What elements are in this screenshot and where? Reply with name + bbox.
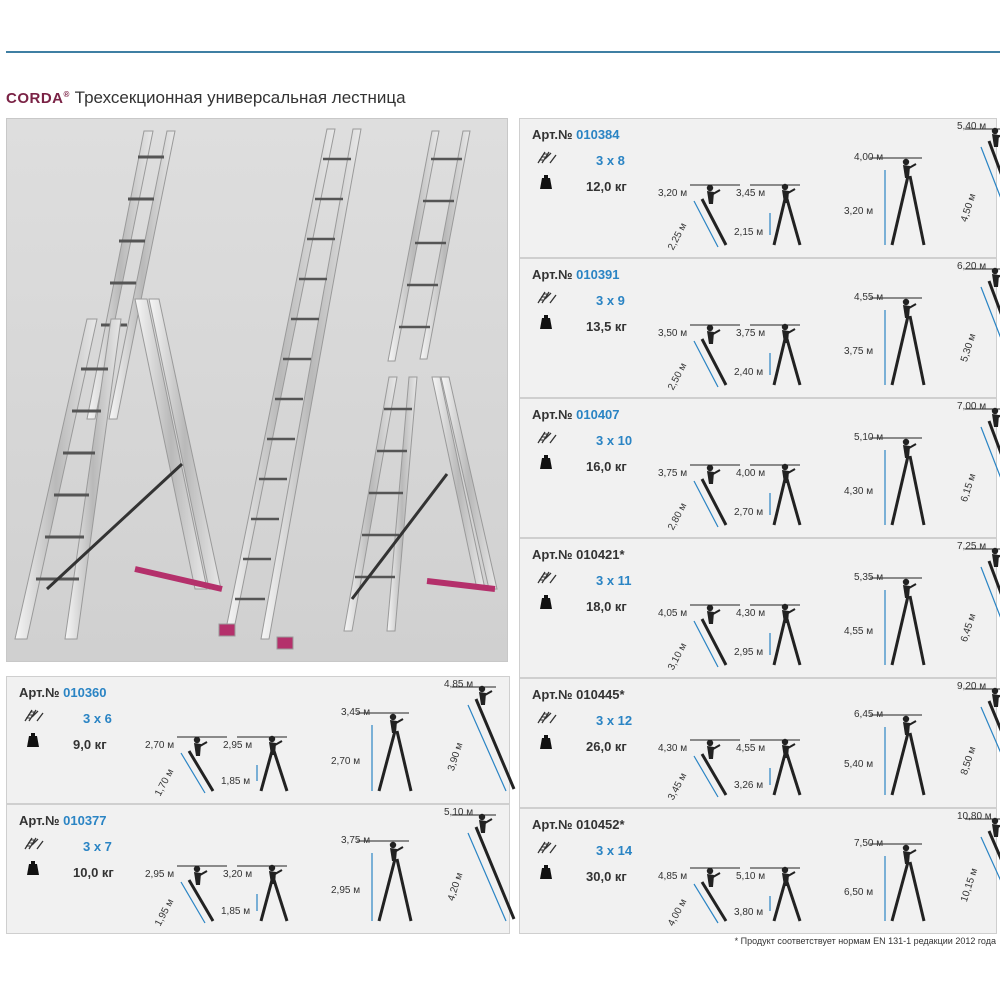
length-label: 1,95 м <box>153 897 177 929</box>
height-label: 9,20 м <box>957 681 987 692</box>
height-label: 4,30 м <box>658 743 688 754</box>
height-label: 4,00 м <box>854 152 884 163</box>
sections-count: 3 x 7 <box>83 839 112 854</box>
usage-diagram-3 <box>830 679 910 809</box>
article-number: Арт.№ 010360 <box>19 685 107 700</box>
length-label: 3,75 м <box>844 346 874 357</box>
length-label: 5,40 м <box>844 759 874 770</box>
footnote: * Продукт соответствует нормам EN 131-1 редакции 2012 года <box>734 936 996 946</box>
ladder-sections-icon <box>536 289 558 305</box>
article-number: Арт.№ 010384 <box>532 127 620 142</box>
usage-diagram-4 <box>412 805 492 935</box>
usage-diagram-2 <box>221 677 307 805</box>
length-label: 2,95 м <box>331 885 361 896</box>
weight-value: 12,0 кг <box>586 179 627 194</box>
weight-value: 26,0 кг <box>586 739 627 754</box>
weight-icon <box>540 595 552 609</box>
sections-count: 3 x 9 <box>596 293 625 308</box>
weight-value: 10,0 кг <box>73 865 114 880</box>
usage-diagram-3 <box>830 119 910 259</box>
usage-diagram-4 <box>925 119 1000 259</box>
length-label: 3,26 м <box>734 780 764 791</box>
sections-count: 3 x 14 <box>596 843 633 858</box>
usage-diagram-1 <box>660 539 740 679</box>
product-card <box>519 678 997 808</box>
height-label: 5,10 м <box>854 432 884 443</box>
usage-diagram-4 <box>925 679 1000 809</box>
height-label: 2,95 м <box>145 869 175 880</box>
length-label: 6,15 м <box>959 472 979 504</box>
ladder-sections-icon <box>23 835 45 851</box>
article-number: Арт.№ 010452* <box>532 817 625 832</box>
length-label: 2,80 м <box>666 501 690 533</box>
ladders-illustration <box>7 119 507 661</box>
height-label: 3,75 м <box>736 328 766 339</box>
page-header <box>6 88 406 108</box>
product-card <box>519 538 997 678</box>
length-label: 2,95 м <box>734 647 764 658</box>
weight-icon <box>540 455 552 469</box>
weight-icon <box>540 865 552 879</box>
height-label: 5,10 м <box>444 807 474 818</box>
usage-diagram-3 <box>317 677 397 805</box>
height-label: 10,80 м <box>957 811 992 822</box>
product-card <box>519 398 997 538</box>
length-label: 4,20 м <box>446 871 466 903</box>
length-label: 4,55 м <box>844 626 874 637</box>
usage-diagram-2 <box>734 119 820 259</box>
weight-icon <box>27 733 39 747</box>
usage-diagram-1 <box>660 259 740 399</box>
usage-diagram-4 <box>925 399 1000 539</box>
length-label: 2,50 м <box>666 361 690 393</box>
ladder-sections-icon <box>23 707 45 723</box>
usage-diagram-3 <box>317 805 397 935</box>
usage-diagram-2 <box>734 809 820 935</box>
product-card <box>6 804 510 934</box>
usage-diagram-4 <box>925 539 1000 679</box>
usage-diagram-4 <box>925 259 1000 399</box>
usage-diagram-3 <box>830 259 910 399</box>
usage-diagram-1 <box>660 119 740 259</box>
usage-diagram-1 <box>147 677 227 805</box>
product-card <box>6 676 510 804</box>
usage-diagram-1 <box>147 805 227 935</box>
usage-diagram-3 <box>830 809 910 935</box>
weight-icon <box>27 861 39 875</box>
height-label: 4,85 м <box>444 679 474 690</box>
ladder-section <box>388 131 470 361</box>
page-title: Трехсекционная универсальная лестница <box>74 88 406 107</box>
length-label: 5,30 м <box>959 332 979 364</box>
height-label: 3,20 м <box>223 869 253 880</box>
height-label: 3,50 м <box>658 328 688 339</box>
height-label: 5,35 м <box>854 572 884 583</box>
height-label: 3,75 м <box>658 468 688 479</box>
product-card <box>519 118 997 258</box>
height-label: 3,45 м <box>736 188 766 199</box>
sections-count: 3 x 11 <box>596 573 632 588</box>
height-label: 2,70 м <box>145 740 175 751</box>
height-label: 7,25 м <box>957 541 987 552</box>
usage-diagram-2 <box>221 805 307 935</box>
length-label: 10,15 м <box>959 867 981 904</box>
length-label: 3,10 м <box>666 641 690 673</box>
usage-diagram-2 <box>734 259 820 399</box>
ladder-combined <box>15 131 222 639</box>
length-label: 1,85 м <box>221 776 251 787</box>
weight-value: 13,5 кг <box>586 319 627 334</box>
length-label: 3,90 м <box>446 741 466 773</box>
weight-icon <box>540 315 552 329</box>
height-label: 4,05 м <box>658 608 688 619</box>
height-label: 6,45 м <box>854 709 884 720</box>
length-label: 2,70 м <box>734 507 764 518</box>
usage-diagram-4 <box>925 809 1000 935</box>
usage-diagram-2 <box>734 539 820 679</box>
length-label: 3,20 м <box>844 206 874 217</box>
height-label: 4,30 м <box>736 608 766 619</box>
height-label: 2,95 м <box>223 740 253 751</box>
product-photo <box>6 118 508 662</box>
usage-diagram-2 <box>734 679 820 809</box>
height-label: 4,00 м <box>736 468 766 479</box>
height-label: 7,50 м <box>854 838 884 849</box>
article-number: Арт.№ 010421* <box>532 547 625 562</box>
ladder-extended <box>219 129 361 649</box>
length-label: 2,70 м <box>331 756 361 767</box>
length-label: 4,30 м <box>844 486 874 497</box>
usage-diagram-4 <box>412 677 492 805</box>
height-label: 5,10 м <box>736 871 766 882</box>
length-label: 6,45 м <box>959 612 979 644</box>
top-divider <box>6 51 1000 53</box>
product-card <box>519 258 997 398</box>
length-label: 1,85 м <box>221 906 251 917</box>
height-label: 4,55 м <box>854 292 884 303</box>
sections-count: 3 x 12 <box>596 713 633 728</box>
sections-count: 3 x 10 <box>596 433 633 448</box>
article-number: Арт.№ 010445* <box>532 687 625 702</box>
height-label: 5,40 м <box>957 121 987 132</box>
sections-count: 3 x 6 <box>83 711 112 726</box>
ladder-sections-icon <box>536 149 558 165</box>
usage-diagram-3 <box>830 539 910 679</box>
usage-diagram-1 <box>660 399 740 539</box>
length-label: 2,25 м <box>666 221 690 253</box>
height-label: 4,85 м <box>658 871 688 882</box>
weight-icon <box>540 175 552 189</box>
ladder-aframe <box>344 377 497 631</box>
height-label: 3,75 м <box>341 835 371 846</box>
height-label: 6,20 м <box>957 261 987 272</box>
weight-value: 16,0 кг <box>586 459 627 474</box>
article-number: Арт.№ 010377 <box>19 813 107 828</box>
length-label: 6,50 м <box>844 887 874 898</box>
length-label: 1,70 м <box>153 767 177 799</box>
weight-value: 18,0 кг <box>586 599 627 614</box>
height-label: 7,00 м <box>957 401 987 412</box>
usage-diagram-1 <box>660 679 740 809</box>
product-card <box>519 808 997 934</box>
ladder-sections-icon <box>536 709 558 725</box>
length-label: 8,50 м <box>959 745 979 777</box>
height-label: 3,20 м <box>658 188 688 199</box>
weight-value: 9,0 кг <box>73 737 107 752</box>
weight-icon <box>540 735 552 749</box>
height-label: 3,45 м <box>341 707 371 718</box>
length-label: 3,45 м <box>666 771 690 803</box>
brand-logo: CORDA® <box>6 90 70 107</box>
length-label: 3,80 м <box>734 907 764 918</box>
length-label: 2,40 м <box>734 367 764 378</box>
ladder-sections-icon <box>536 429 558 445</box>
ladder-sections-icon <box>536 839 558 855</box>
length-label: 2,15 м <box>734 227 764 238</box>
usage-diagram-1 <box>660 809 740 935</box>
weight-value: 30,0 кг <box>586 869 627 884</box>
article-number: Арт.№ 010391 <box>532 267 620 282</box>
sections-count: 3 x 8 <box>596 153 625 168</box>
usage-diagram-2 <box>734 399 820 539</box>
height-label: 4,55 м <box>736 743 766 754</box>
length-label: 4,50 м <box>959 192 979 224</box>
article-number: Арт.№ 010407 <box>532 407 620 422</box>
usage-diagram-3 <box>830 399 910 539</box>
length-label: 4,00 м <box>666 897 690 929</box>
ladder-sections-icon <box>536 569 558 585</box>
